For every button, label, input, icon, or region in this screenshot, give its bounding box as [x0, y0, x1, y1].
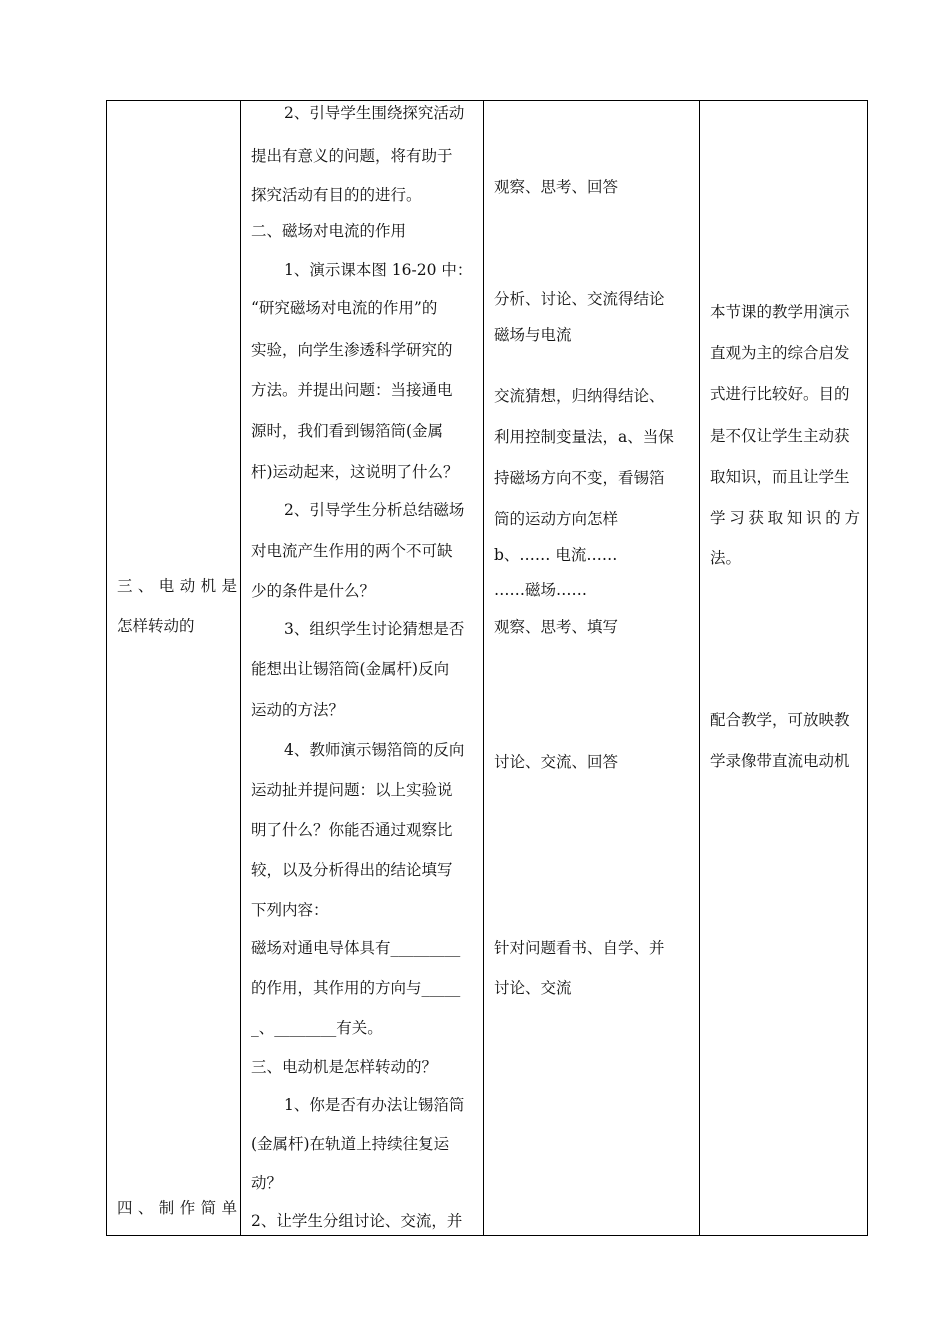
text-line: 磁场对通电导体具有_________	[251, 939, 461, 957]
text-line: 本节课的教学用演示	[710, 303, 850, 321]
text-line: _、________有关。	[251, 1019, 383, 1037]
text-line: 式进行比较好。目的	[710, 385, 850, 403]
text-line: 利用控制变量法，a、当保	[494, 428, 674, 446]
text-line: 讨论、交流、回答	[494, 753, 619, 771]
text-line: 分析、讨论、交流得结论	[494, 290, 665, 308]
text-line: 讨论、交流	[494, 979, 572, 997]
text-line: 探究活动有目的的进行。	[251, 186, 422, 204]
text-line: 明了什么？你能否通过观察比	[251, 821, 453, 839]
text-line: 三、电动机是怎样转动的？	[251, 1058, 438, 1076]
section-title-column	[107, 100, 240, 1236]
text-line: 法。	[710, 549, 742, 567]
section-title-line: 四、制作简单	[117, 1199, 237, 1217]
text-line: 配合教学，可放映教	[710, 711, 850, 729]
text-line: 3、组织学生讨论猜想是否	[284, 620, 465, 638]
text-line: b、…… 电流……	[494, 546, 618, 564]
text-line: 方法。并提出问题：当接通电	[251, 381, 453, 399]
design-notes-column	[700, 100, 867, 1236]
text-line: 磁场与电流	[494, 326, 572, 344]
text-line: 提出有意义的问题，将有助于	[251, 147, 453, 165]
text-line: 的作用，其作用的方向与_____	[251, 979, 461, 997]
text-line: 1、你是否有办法让锡箔筒	[284, 1096, 465, 1114]
text-line: 1、演示课本图 16-20 中：	[284, 261, 473, 279]
text-line: 杆)运动起来，这说明了什么？	[251, 463, 459, 481]
text-line: 2、让学生分组讨论、交流，并	[251, 1212, 463, 1230]
text-line: 较，以及分析得出的结论填写	[251, 861, 453, 879]
text-line: 二、磁场对电流的作用	[251, 222, 407, 240]
text-line: 持磁场方向不变，看锡箔	[494, 469, 665, 487]
text-line: 运动的方法？	[251, 701, 345, 719]
text-line: 筒的运动方向怎样	[494, 510, 619, 528]
teacher-activity-column	[241, 100, 483, 1236]
text-line: 观察、思考、填写	[494, 618, 619, 636]
text-line: 学习获取知识的方	[710, 509, 860, 527]
section-title-line: 三、电动机是	[117, 577, 237, 595]
text-line: 取知识，而且让学生	[710, 468, 850, 486]
text-line: 源时，我们看到锡箔筒(金属	[251, 422, 444, 440]
text-line: 2、引导学生围绕探究活动	[284, 104, 465, 122]
text-line: 2、引导学生分析总结磁场	[284, 501, 465, 519]
text-line: 是不仅让学生主动获	[710, 427, 850, 445]
text-line: “研究磁场对电流的作用”的	[251, 299, 438, 317]
text-line: 对电流产生作用的两个不可缺	[251, 542, 453, 560]
text-line: 交流猜想，归纳得结论、	[494, 387, 665, 405]
text-line: 学录像带直流电动机	[710, 752, 850, 770]
section-title-line: 怎样转动的	[117, 617, 195, 635]
text-line: 实验，向学生渗透科学研究的	[251, 341, 453, 359]
text-line: 动？	[251, 1174, 283, 1192]
text-line: 运动扯并提问题：以上实验说	[251, 781, 453, 799]
text-line: (金属杆)在轨道上持续往复运	[251, 1135, 450, 1153]
text-line: 少的条件是什么？	[251, 582, 376, 600]
text-line: 能想出让锡箔筒(金属杆)反向	[251, 660, 450, 678]
text-line: 观察、思考、回答	[494, 178, 619, 196]
text-line: 下列内容：	[251, 901, 329, 919]
text-line: 直观为主的综合启发	[710, 344, 850, 362]
student-activity-column	[484, 100, 699, 1236]
text-line: ……磁场……	[494, 581, 588, 599]
text-line: 4、教师演示锡箔筒的反向	[284, 741, 465, 759]
text-line: 针对问题看书、自学、并	[494, 939, 665, 957]
